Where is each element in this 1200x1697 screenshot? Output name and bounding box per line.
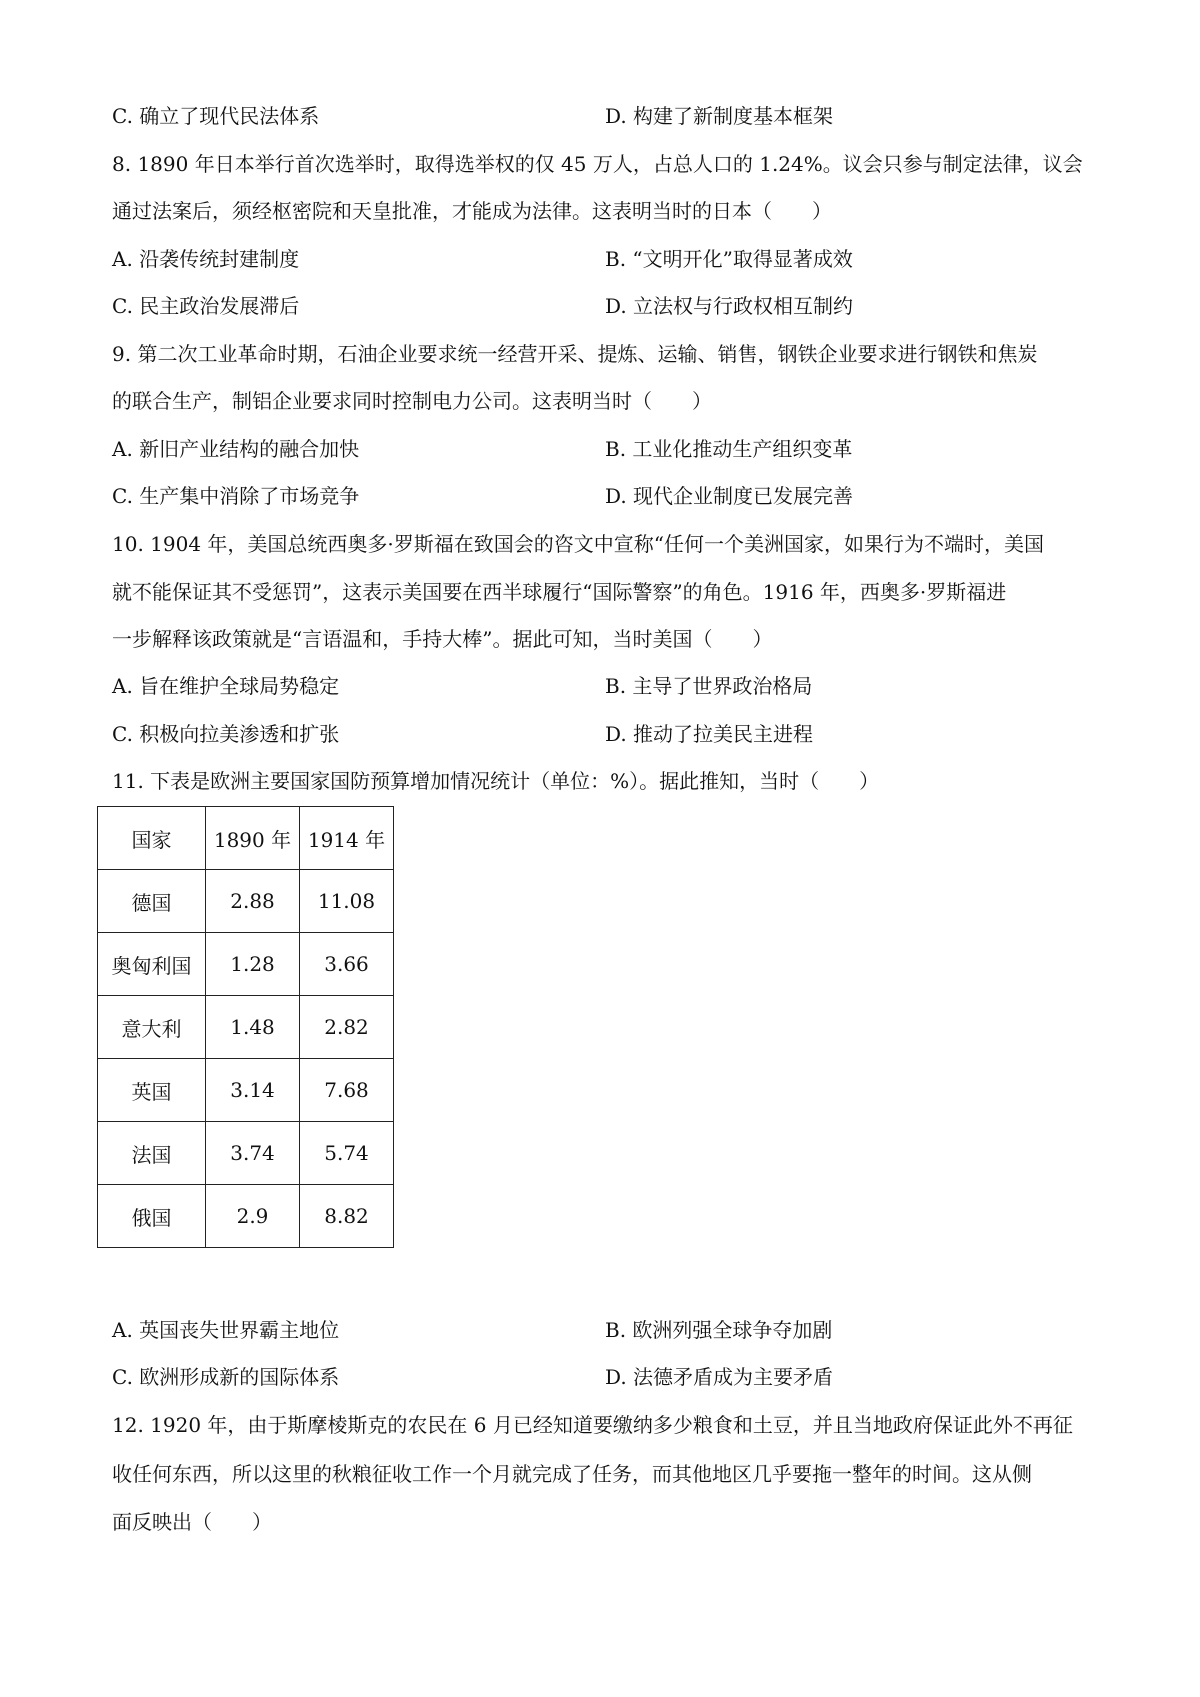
- q7-option-d: D. 构建了新制度基本框架: [605, 104, 834, 128]
- q8-option-d: D. 立法权与行政权相互制约: [605, 294, 854, 318]
- table-header-cell: 1914 年: [300, 807, 394, 870]
- table-row: [98, 1185, 394, 1248]
- q9-stem-line-1: 9. 第二次工业革命时期，石油企业要求统一经营开采、提炼、运输、销售，钢铁企业要求进行钢铁和焦炭: [112, 342, 1038, 366]
- table-cell: 3.14: [206, 1059, 300, 1122]
- q8-option-b: B. “文明开化”取得显著成效: [605, 247, 853, 271]
- q10-option-a: A. 旨在维护全球局势稳定: [112, 674, 340, 698]
- q11-option-b: B. 欧洲列强全球争夺加剧: [605, 1318, 833, 1342]
- table-cell: 奥匈利国: [98, 933, 206, 996]
- q8-option-c: C. 民主政治发展滞后: [112, 294, 300, 318]
- table-cell: 3.66: [300, 933, 394, 996]
- table-row: [98, 1122, 394, 1185]
- table-cell: 1.28: [206, 933, 300, 996]
- q10-stem-line-1: 10. 1904 年，美国总统西奥多·罗斯福在致国会的咨文中宣称“任何一个美洲国家，如果行为不端时，美国: [112, 532, 1045, 556]
- table-cell: 意大利: [98, 996, 206, 1059]
- q10-stem-line-2: 就不能保证其不受惩罚”，这表示美国要在西半球履行“国际警察”的角色。1916 年，西奥多·罗斯福进: [112, 580, 1007, 604]
- table-cell: 2.82: [300, 996, 394, 1059]
- q9-option-c: C. 生产集中消除了市场竞争: [112, 484, 360, 508]
- defense-budget-table: [97, 806, 394, 1248]
- table-row: [98, 1059, 394, 1122]
- q11-option-c: C. 欧洲形成新的国际体系: [112, 1365, 340, 1389]
- q10-stem-line-3: 一步解释该政策就是“言语温和，手持大棒”。据此可知，当时美国（ ）: [112, 627, 773, 651]
- table-cell: 俄国: [98, 1185, 206, 1248]
- q10-option-c: C. 积极向拉美渗透和扩张: [112, 722, 340, 746]
- table-cell: 2.9: [206, 1185, 300, 1248]
- q10-option-d: D. 推动了拉美民主进程: [605, 722, 814, 746]
- table-cell: 8.82: [300, 1185, 394, 1248]
- table-header-cell: 1890 年: [206, 807, 300, 870]
- table-row: [98, 996, 394, 1059]
- q9-option-a: A. 新旧产业结构的融合加快: [112, 437, 360, 461]
- q8-stem-line-1: 8. 1890 年日本举行首次选举时，取得选举权的仅 45 万人，占总人口的 1.24%。议会只参与制定法律，议会: [112, 152, 1083, 176]
- q11-option-a: A. 英国丧失世界霸主地位: [112, 1318, 340, 1342]
- table-cell: 1.48: [206, 996, 300, 1059]
- table-header-cell: 国家: [98, 807, 206, 870]
- q10-option-b: B. 主导了世界政治格局: [605, 674, 813, 698]
- q12-stem-line-1: 12. 1920 年，由于斯摩棱斯克的农民在 6 月已经知道要缴纳多少粮食和土豆，并且当地政府保证此外不再征: [112, 1413, 1073, 1437]
- table-cell: 2.88: [206, 870, 300, 933]
- q7-option-c: C. 确立了现代民法体系: [112, 104, 320, 128]
- q8-stem-line-2: 通过法案后，须经枢密院和天皇批准，才能成为法律。这表明当时的日本（ ）: [112, 199, 832, 223]
- table-row: [98, 933, 394, 996]
- table-cell: 法国: [98, 1122, 206, 1185]
- table-cell: 11.08: [300, 870, 394, 933]
- table-row: [98, 870, 394, 933]
- table-cell: 7.68: [300, 1059, 394, 1122]
- q12-stem-line-3: 面反映出（ ）: [112, 1510, 272, 1534]
- q12-stem-line-2: 收任何东西，所以这里的秋粮征收工作一个月就完成了任务，而其他地区几乎要拖一整年的时间。这从侧: [112, 1462, 1032, 1486]
- q8-option-a: A. 沿袭传统封建制度: [112, 247, 300, 271]
- table-cell: 5.74: [300, 1122, 394, 1185]
- q9-option-b: B. 工业化推动生产组织变革: [605, 437, 853, 461]
- q11-stem: 11. 下表是欧洲主要国家国防预算增加情况统计（单位：%）。据此推知，当时（ ）: [112, 769, 880, 793]
- table-cell: 英国: [98, 1059, 206, 1122]
- q11-option-d: D. 法德矛盾成为主要矛盾: [605, 1365, 834, 1389]
- q9-option-d: D. 现代企业制度已发展完善: [605, 484, 854, 508]
- q9-stem-line-2: 的联合生产，制铝企业要求同时控制电力公司。这表明当时（ ）: [112, 389, 712, 413]
- table-header-row: [98, 807, 394, 870]
- table-cell: 德国: [98, 870, 206, 933]
- table-cell: 3.74: [206, 1122, 300, 1185]
